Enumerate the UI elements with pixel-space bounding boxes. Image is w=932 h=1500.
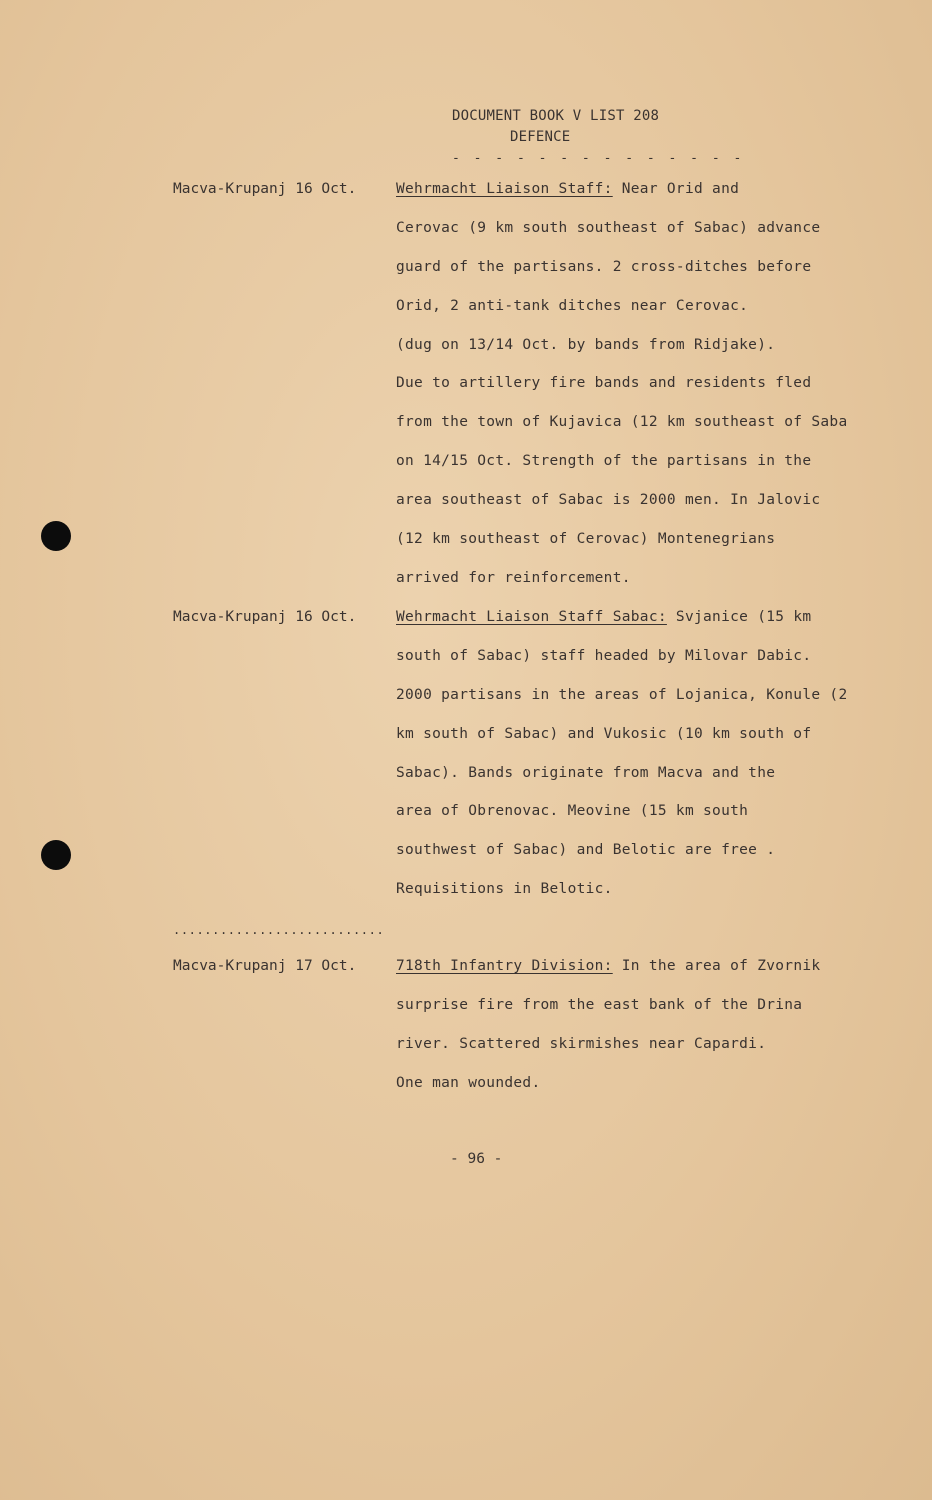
entry-line: Due to artillery fire bands and residents fled	[396, 375, 812, 392]
entry-line: km south of Sabac) and Vukosic (10 km south of	[396, 725, 812, 742]
document-header	[452, 106, 744, 169]
entry-line: Wehrmacht Liaison Staff: Near Orid and	[396, 181, 740, 197]
separator-dotted-line: ...........................	[173, 923, 385, 937]
entry-line: surprise fire from the east bank of the Drina	[396, 996, 803, 1013]
entry-line: (dug on 13/14 Oct. by bands from Ridjake).	[396, 336, 776, 353]
header-rule: - - - - - - - - - - - - - -	[452, 151, 745, 166]
entry-unit: Wehrmacht Liaison Staff:	[396, 181, 613, 197]
entry-line: (12 km southeast of Cerovac) Montenegrians	[396, 531, 776, 548]
punch-hole-top	[41, 521, 71, 551]
entry-unit: Wehrmacht Liaison Staff Sabac:	[396, 609, 667, 625]
page-number: - 96 -	[450, 1151, 503, 1167]
entry-line: One man wounded.	[396, 1074, 541, 1091]
entry-line: guard of the partisans. 2 cross-ditches before	[396, 258, 812, 275]
entry-unit: 718th Infantry Division:	[396, 958, 613, 974]
entry-line: 718th Infantry Division: In the area of Zvornik	[396, 958, 821, 974]
entry-location: Macva-Krupanj 17 Oct.	[173, 958, 357, 974]
entry-line: area southeast of Sabac is 2000 men. In Jalovic	[396, 492, 821, 509]
entry-location: Macva-Krupanj 16 Oct.	[173, 609, 357, 625]
entry-line: river. Scattered skirmishes near Capardi.	[396, 1035, 767, 1052]
entry-line: Wehrmacht Liaison Staff Sabac: Svjanice (15 km	[396, 609, 812, 625]
header-title: DOCUMENT BOOK V LIST 208	[452, 108, 660, 124]
entry-line: Cerovac (9 km south southeast of Sabac) advance	[396, 219, 821, 236]
entry-line: southwest of Sabac) and Belotic are free .	[396, 842, 776, 859]
entry-text	[396, 181, 886, 609]
entry-line: Requisitions in Belotic.	[396, 881, 613, 898]
entry-line: 2000 partisans in the areas of Lojanica, Konule (2	[396, 686, 848, 703]
entry-line: Orid, 2 anti-tank ditches near Cerovac.	[396, 297, 749, 314]
header-subtitle: DEFENCE	[510, 129, 571, 145]
entry-location: Macva-Krupanj 16 Oct.	[173, 181, 357, 197]
entry-line: on 14/15 Oct. Strength of the partisans in the	[396, 453, 812, 470]
entry-line: area of Obrenovac. Meovine (15 km south	[396, 803, 749, 820]
entry-text	[396, 958, 886, 1114]
entry-text	[396, 609, 886, 920]
entry-line: arrived for reinforcement.	[396, 569, 631, 586]
entry-line: south of Sabac) staff headed by Milovar Dabic.	[396, 647, 812, 664]
punch-hole-bottom	[41, 840, 71, 870]
entry-line: Sabac). Bands originate from Macva and the	[396, 764, 776, 781]
entry-line: from the town of Kujavica (12 km southeast of Saba	[396, 414, 848, 431]
